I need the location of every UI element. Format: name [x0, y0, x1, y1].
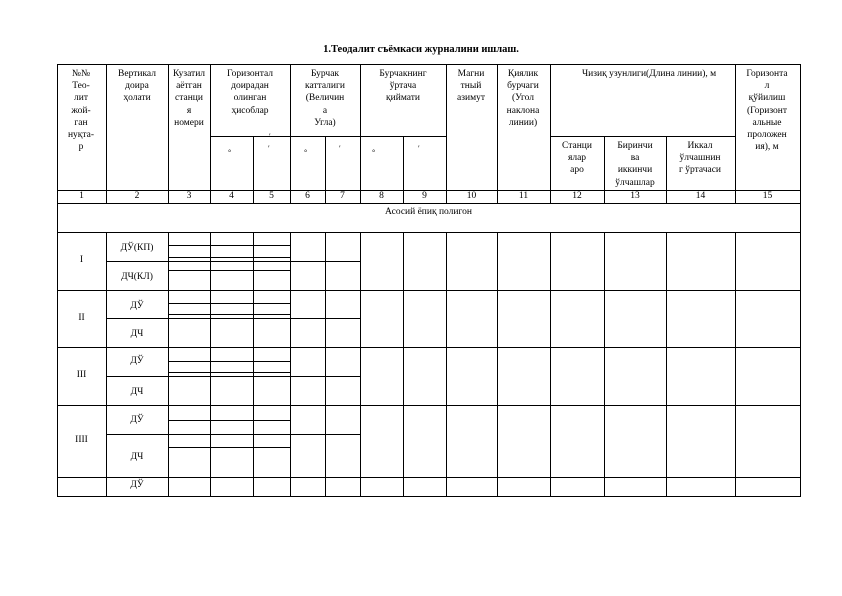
header-point-number: №№ Тео- лит жой- ган нуқта- р	[67, 69, 95, 153]
column-number: 13	[630, 191, 640, 201]
column-number: 9	[422, 191, 427, 201]
data-column-line	[57, 232, 58, 496]
entry-line	[168, 447, 291, 448]
entry-line	[168, 372, 291, 373]
table-right-border	[800, 203, 801, 232]
header-magnetic-azimuth: Магни тный азимут	[457, 69, 485, 104]
column-number: 8	[379, 191, 384, 201]
header-slope-angle: Қиялик бурчаги (Угол наклона линии)	[506, 69, 540, 128]
circle-position-label: ДЧ(КЛ)	[121, 272, 153, 282]
header-angle-value: Бурчак катталиги (Величин а Угла)	[305, 69, 345, 128]
column-number: 1	[79, 191, 84, 201]
column-number: 7	[340, 191, 345, 201]
entry-line	[168, 270, 291, 271]
circle-position-label: ДЎ(КП)	[120, 243, 154, 253]
column-number: 12	[572, 191, 582, 201]
data-column-line	[325, 232, 326, 496]
data-column-line	[446, 232, 447, 496]
degree-mark: °	[372, 148, 376, 157]
data-column-line	[735, 232, 736, 496]
data-column-line	[403, 232, 404, 496]
data-column-line	[253, 232, 254, 496]
entry-line	[168, 245, 291, 246]
circle-position-label: ДЧ	[130, 329, 144, 339]
half-row-line	[106, 318, 291, 319]
half-row-line	[106, 434, 291, 435]
entry-line	[168, 361, 291, 362]
column-number: 11	[518, 191, 529, 201]
degree-mark: °	[228, 148, 232, 157]
data-column-line	[290, 232, 291, 496]
data-column-line	[800, 232, 801, 496]
data-column-line	[604, 232, 605, 496]
column-numbers-bottom-line	[57, 203, 801, 204]
data-column-line	[168, 232, 169, 496]
data-column-line	[497, 232, 498, 496]
circle-position-label: ДЎ	[130, 480, 144, 490]
section-title: Асосий ёпиқ полигон	[385, 207, 472, 217]
data-column-line	[360, 232, 361, 496]
entry-line	[168, 257, 291, 258]
angle-entry-line	[290, 318, 361, 319]
entry-line	[168, 303, 291, 304]
page-title: 1.Теодалит съёмкаси журналини ишлаш.	[323, 44, 519, 55]
subheader-first-second-measurements: Биринчи ва иккинчи ўлчашлар	[615, 141, 655, 188]
header-vertical-circle: Вертикал доира ҳолати	[118, 69, 156, 104]
column-number: 2	[134, 191, 140, 201]
angle-entry-line	[290, 434, 361, 435]
table-bottom-border	[57, 496, 801, 497]
data-column-line	[550, 232, 551, 496]
minute-mark: ′	[339, 144, 341, 153]
column-number: 3	[186, 191, 192, 201]
station-label: III	[76, 370, 87, 380]
minute-mark: ′	[418, 144, 420, 153]
circle-position-label: ДЧ	[130, 452, 144, 462]
circle-position-label: ДЎ	[130, 301, 144, 311]
header-horizontal-projection: Горизонта л қўйилиш (Горизонт альные проложен ия), м	[746, 69, 788, 153]
station-label: IIII	[75, 435, 88, 445]
minute-mark: ′	[269, 132, 271, 141]
column-number: 14	[695, 191, 706, 201]
subheader-line	[210, 136, 447, 137]
entry-line	[168, 420, 291, 421]
header-station-number: Кузатил аётган станци я номери	[172, 69, 206, 128]
header-line-length: Чизиқ узунлиги(Длина линии), м	[582, 69, 717, 79]
data-column-line	[210, 232, 211, 496]
header-horizontal-readings: Горизонтал доирадан олинган ҳисоблар	[226, 69, 274, 116]
station-label: II	[78, 312, 85, 323]
column-number: 6	[305, 191, 310, 201]
data-column-line	[666, 232, 667, 496]
degree-mark: °	[304, 148, 308, 157]
subheader-mean-of-two: Иккал ўлчашнин г ўртачаси	[678, 141, 722, 176]
column-number: 10	[466, 191, 477, 201]
column-number: 5	[269, 191, 274, 201]
half-row-line	[106, 376, 291, 377]
circle-position-label: ДЎ	[130, 415, 144, 425]
circle-position-label: ДЎ	[130, 356, 144, 366]
header-mean-angle: Бурчакнинг ўртача қиймати	[379, 69, 427, 104]
half-row-line	[106, 261, 291, 262]
angle-entry-line	[290, 261, 361, 262]
column-number: 15	[762, 191, 773, 201]
circle-position-label: ДЧ	[130, 387, 144, 397]
angle-entry-line	[290, 376, 361, 377]
station-label: I	[79, 255, 84, 265]
entry-line	[168, 314, 291, 315]
column-number: 4	[229, 191, 234, 201]
minute-mark: ′	[268, 144, 270, 153]
subheader-between-stations: Станци ялар аро	[562, 141, 592, 176]
